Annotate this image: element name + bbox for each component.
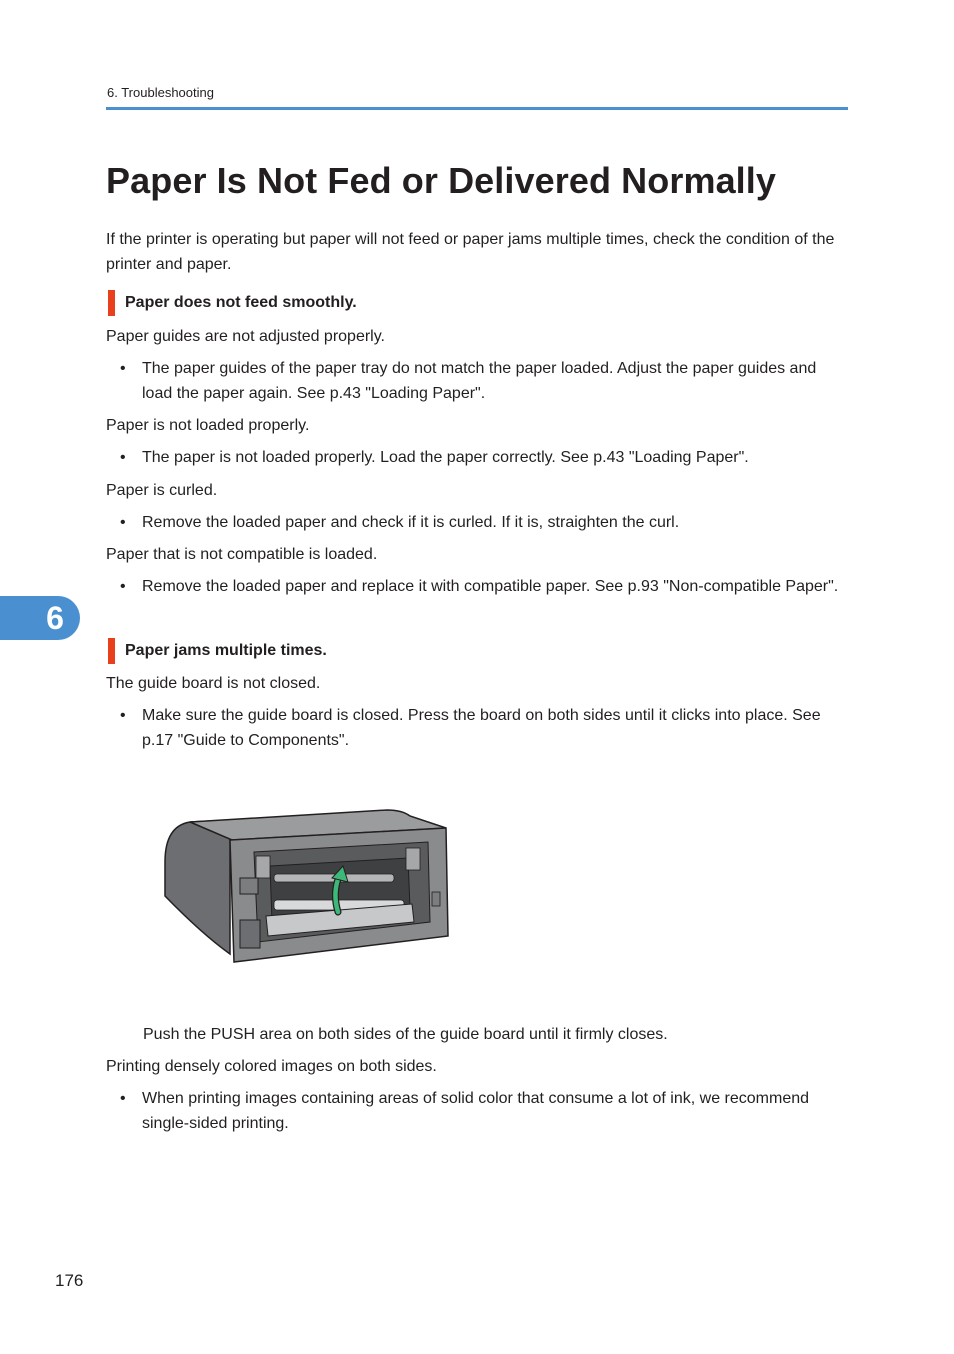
- cause-text: Paper is not loaded properly.: [106, 417, 310, 434]
- remedy-bullet: [120, 703, 848, 753]
- bullet-dot: •: [120, 1090, 126, 1107]
- remedy-text: When printing images containing areas of solid color that consume a lot of ink, we recommend single-sided printing.: [142, 1090, 810, 1132]
- bullet-dot: •: [120, 707, 126, 724]
- running-head: 6. Troubleshooting: [107, 85, 214, 100]
- section-heading-jams: [108, 638, 327, 664]
- page-title: Paper Is Not Fed or Delivered Normally: [106, 160, 777, 201]
- bullet-dot: •: [120, 360, 126, 377]
- section-heading-text: Paper jams multiple times.: [125, 642, 327, 659]
- remedy-text: Make sure the guide board is closed. Press the board on both sides until it clicks into place. See p.17 "Guide to Components".: [142, 707, 821, 749]
- section-heading-text: Paper does not feed smoothly.: [125, 294, 357, 311]
- cause-text: Paper guides are not adjusted properly.: [106, 328, 385, 345]
- remedy-text: Remove the loaded paper and replace it with compatible paper. See p.93 "Non-compatible Paper".: [142, 578, 839, 595]
- remedy-text: The paper guides of the paper tray do not match the paper loaded. Adjust the paper guides and load the paper again. See p.43 "Loading Paper".: [142, 360, 817, 402]
- section-heading-feed: [108, 290, 357, 316]
- chapter-tab: 6: [0, 596, 80, 640]
- intro-paragraph: If the printer is operating but paper will not feed or paper jams multiple times, check the condition of the printer and paper.: [106, 231, 835, 273]
- remedy-text: Remove the loaded paper and check if it is curled. If it is, straighten the curl.: [142, 514, 680, 531]
- cause-text: Printing densely colored images on both sides.: [106, 1058, 437, 1075]
- cause-text: Paper is curled.: [106, 482, 218, 499]
- figure-caption: Push the PUSH area on both sides of the guide board until it firmly closes.: [143, 1026, 668, 1043]
- printer-guide-board-illustration: [162, 804, 452, 966]
- remedy-bullet: [120, 445, 848, 470]
- cause-text: The guide board is not closed.: [106, 675, 321, 692]
- remedy-bullet: [120, 510, 848, 535]
- cause-text: Paper that is not compatible is loaded.: [106, 546, 378, 563]
- remedy-bullet: [120, 356, 848, 406]
- remedy-bullet: [120, 574, 848, 599]
- bullet-dot: •: [120, 578, 126, 595]
- section-marker: [108, 638, 115, 664]
- bullet-dot: •: [120, 514, 126, 531]
- remedy-bullet: [120, 1086, 848, 1136]
- header-rule: [106, 107, 848, 110]
- page-number: 176: [55, 1271, 84, 1290]
- remedy-text: The paper is not loaded properly. Load the paper correctly. See p.43 "Loading Paper".: [142, 449, 749, 466]
- bullet-dot: •: [120, 449, 126, 466]
- section-marker: [108, 290, 115, 316]
